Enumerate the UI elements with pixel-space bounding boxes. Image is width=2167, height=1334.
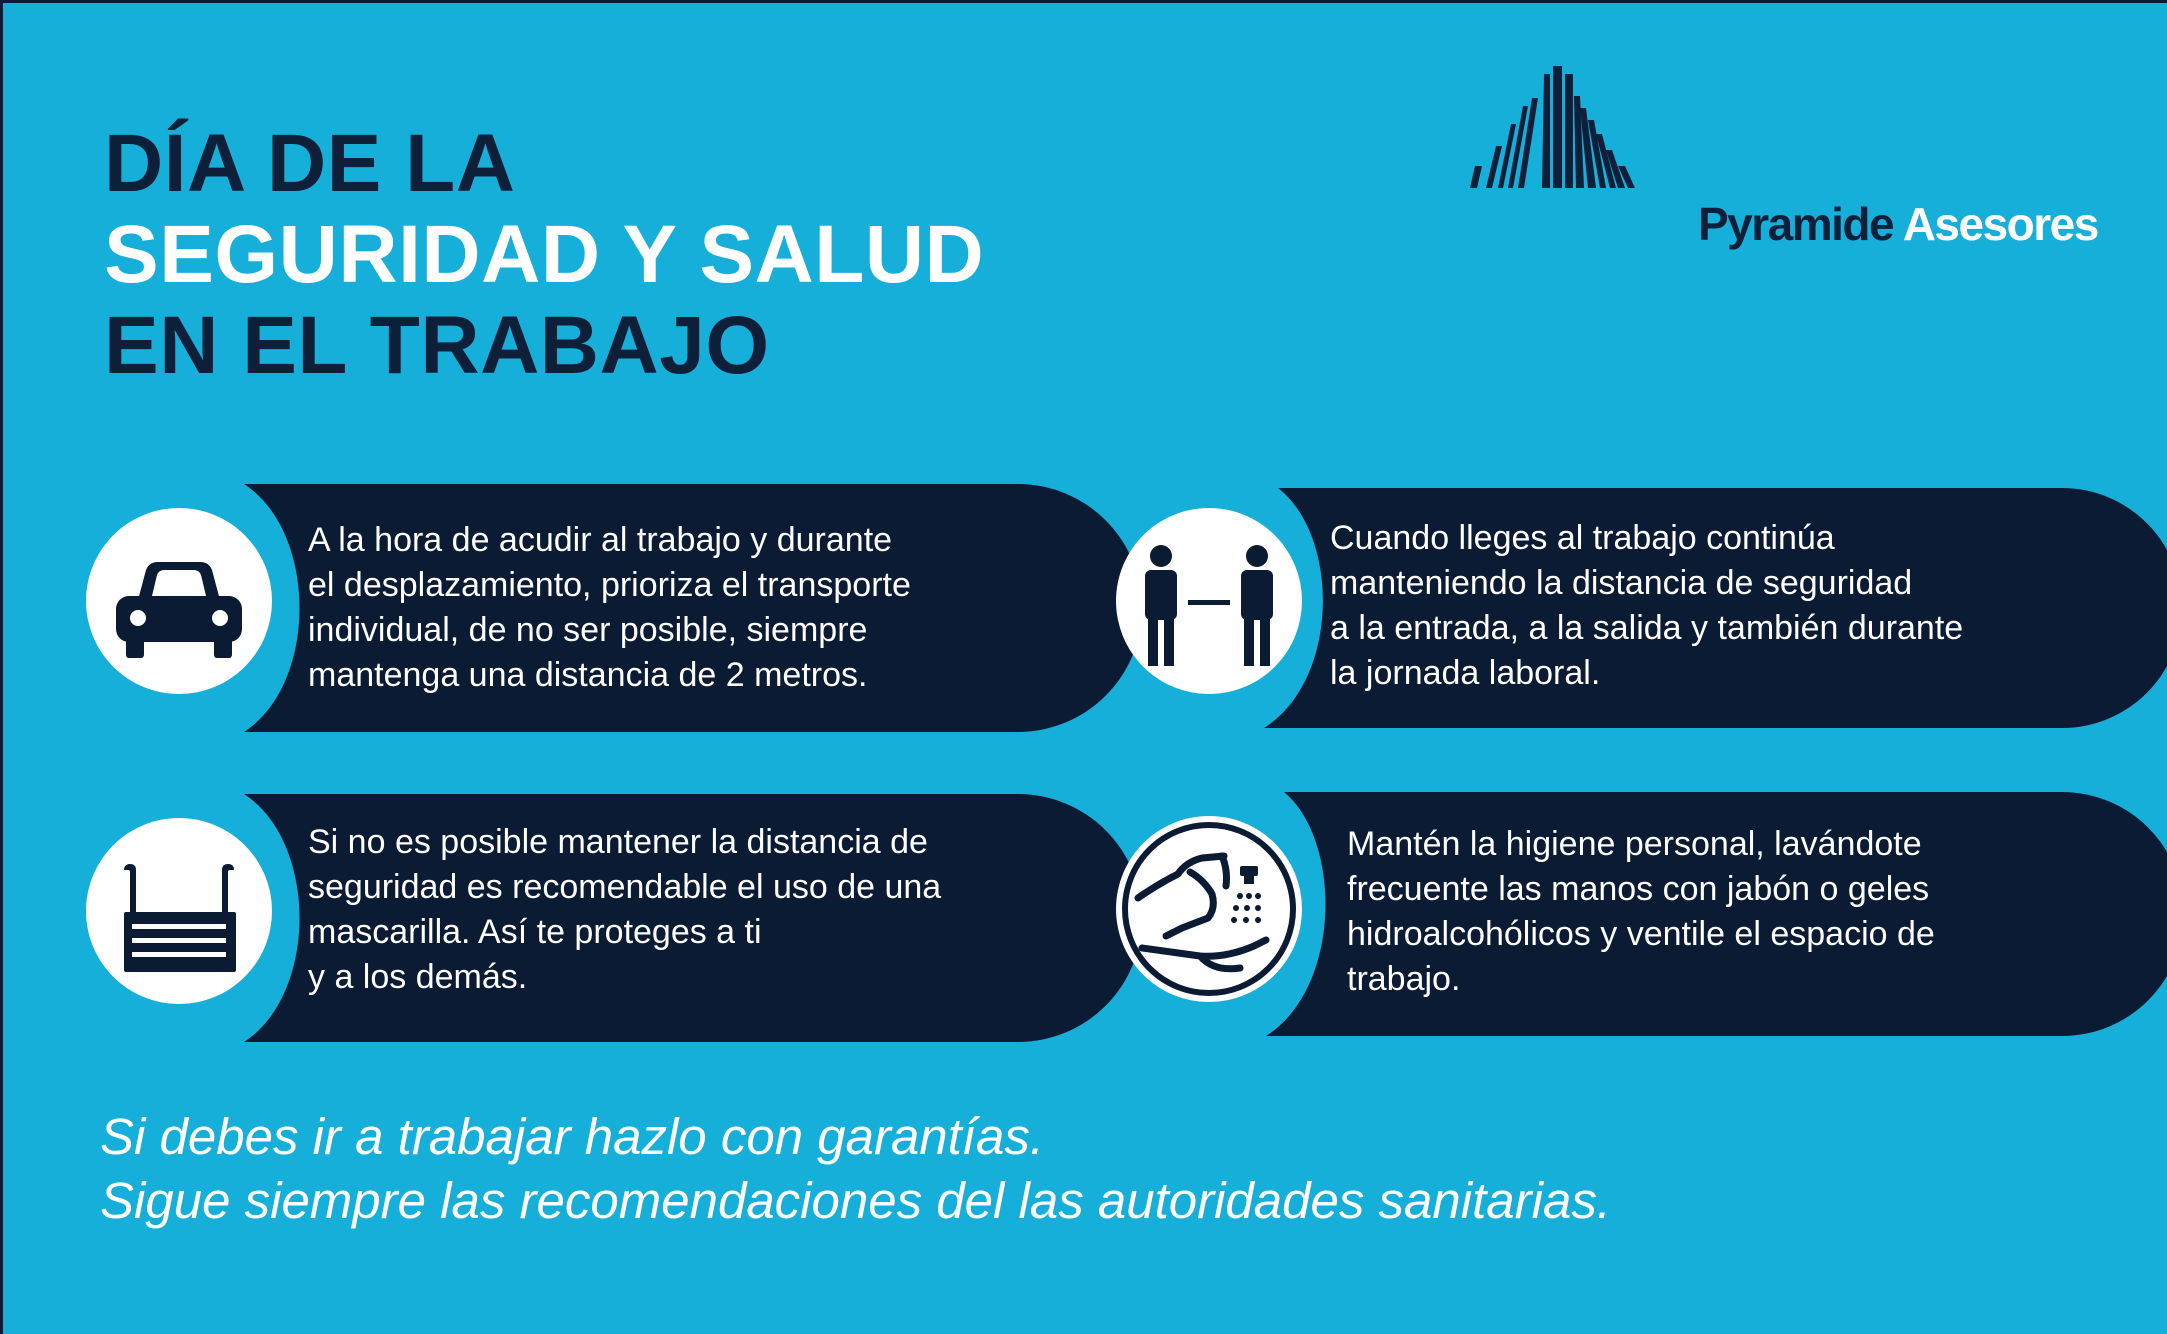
tip-card-line: la jornada laboral. <box>1330 654 1601 692</box>
hand-washing-icon <box>1116 816 1302 1002</box>
title-line-3: EN EL TRABAJO <box>104 300 770 391</box>
pyramid-lines-icon <box>1460 38 1700 218</box>
tip-card-transport <box>86 484 1146 732</box>
tip-card-line: mantenga una distancia de 2 metros. <box>308 656 868 694</box>
company-name-part-1: Pyramide <box>1698 198 1894 250</box>
tip-card-text <box>308 820 941 1000</box>
tip-card-line: trabajo. <box>1347 960 1461 998</box>
tip-card-line: Mantén la higiene personal, lavándote <box>1347 825 1922 863</box>
tip-card-text <box>1347 822 1935 1002</box>
tip-card-icon-circle <box>86 508 272 694</box>
tip-card-distance <box>1116 484 2167 732</box>
left-border <box>0 0 3 1334</box>
tip-card-line: manteniendo la distancia de seguridad <box>1330 564 1913 602</box>
tip-card-line: mascarilla. Así te proteges a ti <box>308 913 762 951</box>
tip-card-line: y a los demás. <box>308 958 528 996</box>
tip-card-line: A la hora de acudir al trabajo y durante <box>308 521 893 559</box>
page-title <box>104 118 984 391</box>
title-line-2: SEGURIDAD Y SALUD <box>104 209 985 300</box>
face-mask-icon <box>86 818 272 1004</box>
social-distance-icon <box>1116 508 1302 694</box>
tip-card-line: seguridad es recomendable el uso de una <box>308 868 942 906</box>
tip-card-icon-circle <box>1116 816 1302 1002</box>
footer-line-1: Si debes ir a trabajar hazlo con garantías. <box>100 1108 1045 1165</box>
company-name <box>1698 196 2098 252</box>
tip-card-mask <box>86 794 1146 1042</box>
tip-card-line: el desplazamiento, prioriza el transporte <box>308 566 911 604</box>
tip-card-icon-circle <box>1116 508 1302 694</box>
tip-card-line: frecuente las manos con jabón o geles <box>1347 870 1930 908</box>
footer-message <box>100 1105 1611 1233</box>
tip-card-line: hidroalcohólicos y ventile el espacio de <box>1347 915 1935 953</box>
footer-line-2: Sigue siempre las recomendaciones del las autoridades sanitarias. <box>100 1172 1611 1229</box>
tip-card-hygiene <box>1116 790 2167 1038</box>
tip-card-line: individual, de no ser posible, siempre <box>308 611 868 649</box>
tip-card-icon-circle <box>86 818 272 1004</box>
tip-card-line: Si no es posible mantener la distancia de <box>308 823 928 861</box>
tip-card-text <box>1330 516 1963 696</box>
company-logo <box>1460 38 2130 258</box>
top-border <box>0 0 2167 3</box>
car-icon <box>86 508 272 694</box>
title-line-1: DÍA DE LA <box>104 118 516 209</box>
tip-card-line: a la entrada, a la salida y también durante <box>1330 609 1964 647</box>
company-name-part-2: Asesores <box>1902 198 2098 250</box>
tip-card-text <box>308 518 911 698</box>
tip-card-line: Cuando lleges al trabajo continúa <box>1330 519 1835 557</box>
